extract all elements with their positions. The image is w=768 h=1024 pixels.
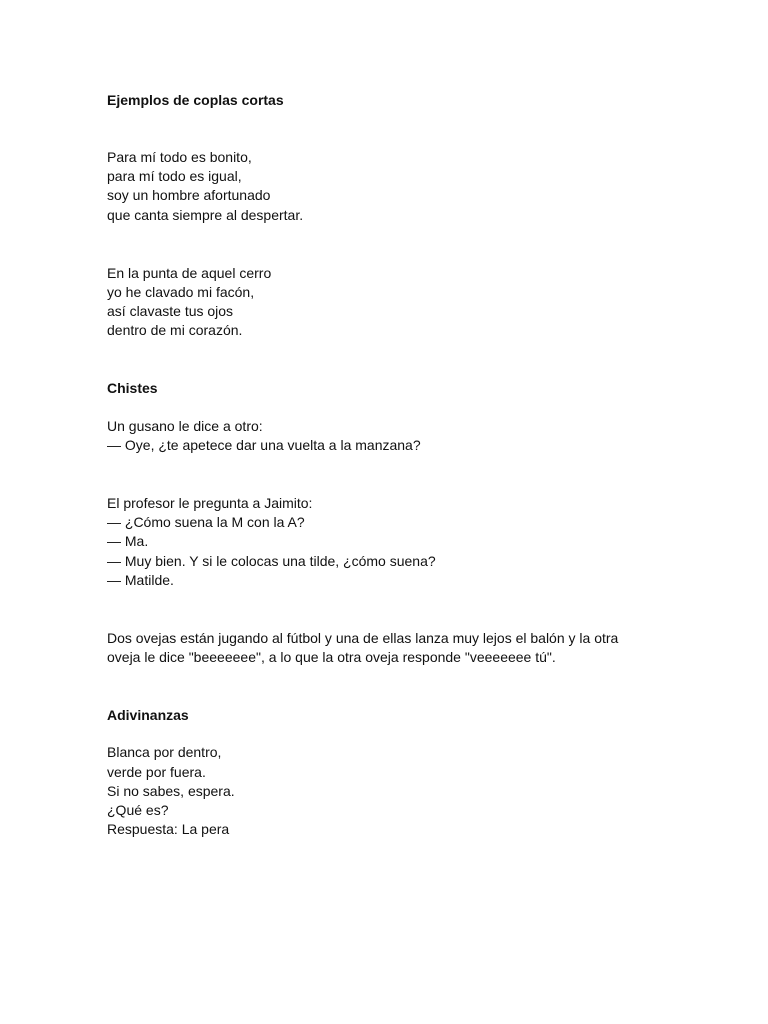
chiste-3-line-2: oveja le dice "beeeeeee", a lo que la otra oveja responde "veeeeeee tú". [107,649,556,666]
chiste-1-line-2: — Oye, ¿te apetece dar una vuelta a la manzana? [107,436,421,453]
adivinanza-1-line-4: ¿Qué es? [107,802,169,819]
copla-1-line-3: soy un hombre afortunado [107,187,271,204]
copla-2 [107,264,707,341]
copla-1-line-4: que canta siempre al despertar. [107,206,304,223]
document-page [107,91,707,839]
chiste-3 [107,629,707,667]
copla-1 [107,148,707,225]
section-heading-coplas: Ejemplos de coplas cortas [107,92,284,108]
adivinanza-1-line-5: Respuesta: La pera [107,821,230,838]
chiste-1 [107,417,707,455]
adivinanza-1-line-3: Si no sabes, espera. [107,782,235,799]
chiste-2 [107,494,707,590]
adivinanza-1-line-1: Blanca por dentro, [107,744,222,761]
chiste-1-line-1: Un gusano le dice a otro: [107,417,263,434]
chiste-2-line-1: El profesor le pregunta a Jaimito: [107,495,313,512]
copla-2-line-2: yo he clavado mi facón, [107,284,255,301]
copla-2-line-1: En la punta de aquel cerro [107,264,272,281]
copla-1-line-1: Para mí todo es bonito, [107,149,252,165]
copla-2-line-4: dentro de mi corazón. [107,322,243,339]
copla-2-line-3: así clavaste tus ojos [107,303,234,320]
section-heading-adivinanzas: Adivinanzas [107,707,189,724]
copla-1-line-2: para mí todo es igual, [107,168,242,185]
chiste-2-line-4: — Muy bien. Y si le colocas una tilde, ¿cómo suena? [107,552,436,569]
chiste-2-line-2: — ¿Cómo suena la M con la A? [107,514,305,531]
adivinanza-1-line-2: verde por fuera. [107,763,206,780]
section-heading-chistes: Chistes [107,379,158,396]
chiste-2-line-3: — Ma. [107,533,149,550]
adivinanza-1 [107,743,707,839]
chiste-2-line-5: — Matilde. [107,571,174,588]
chiste-3-line-1: Dos ovejas están jugando al fútbol y una de ellas lanza muy lejos el balón y la otra [107,630,619,647]
